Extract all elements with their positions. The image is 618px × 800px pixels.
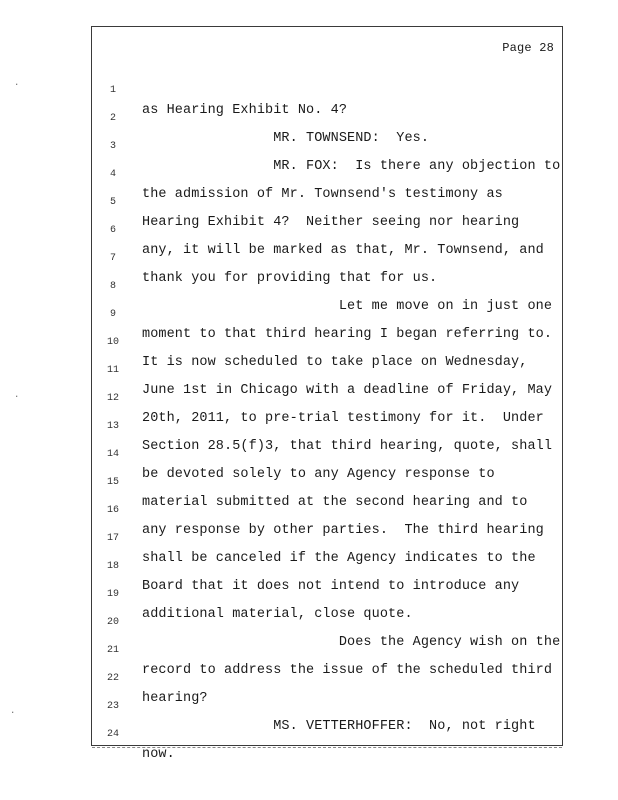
line-text: Section 28.5(f)3, that third hearing, quote, shall bbox=[142, 439, 553, 454]
line-text: thank you for providing that for us. bbox=[142, 271, 438, 286]
line-text: moment to that third hearing I began referring to. bbox=[142, 327, 553, 342]
line-number: 12 bbox=[106, 393, 119, 404]
line-text: Hearing Exhibit 4? Neither seeing nor hearing bbox=[142, 215, 520, 230]
line-text: the admission of Mr. Townsend's testimony as bbox=[142, 187, 503, 202]
line-number: 7 bbox=[109, 253, 116, 264]
line-text: shall be canceled if the Agency indicates to the bbox=[142, 551, 536, 566]
line-text: Does the Agency wish on the bbox=[142, 635, 561, 650]
page-bottom-rule bbox=[92, 747, 562, 748]
line-number: 18 bbox=[106, 561, 119, 572]
line-text: MR. FOX: Is there any objection to bbox=[142, 159, 561, 174]
line-number: 3 bbox=[109, 141, 116, 152]
line-number: 5 bbox=[109, 197, 116, 208]
line-number: 8 bbox=[109, 281, 116, 292]
line-number: 21 bbox=[106, 645, 119, 656]
line-number: 19 bbox=[106, 589, 119, 600]
line-number: 11 bbox=[106, 365, 119, 376]
line-number: 6 bbox=[109, 225, 116, 236]
line-number: 23 bbox=[106, 701, 119, 712]
line-text: be devoted solely to any Agency response to bbox=[142, 467, 495, 482]
transcript-line bbox=[92, 61, 562, 118]
scan-speck: · bbox=[14, 392, 20, 402]
line-number: 22 bbox=[106, 673, 119, 684]
line-text: any response by other parties. The third hearing bbox=[142, 523, 544, 538]
line-number: 20 bbox=[106, 617, 119, 628]
page-number: Page 28 bbox=[502, 41, 554, 55]
line-number: 14 bbox=[106, 449, 119, 460]
line-text: June 1st in Chicago with a deadline of Friday, May bbox=[142, 383, 553, 398]
line-text: MR. TOWNSEND: Yes. bbox=[142, 131, 430, 146]
line-text: Board that it does not intend to introduce any bbox=[142, 579, 520, 594]
line-text: now. bbox=[142, 747, 175, 762]
line-text: Let me move on in just one bbox=[142, 299, 553, 314]
line-text: any, it will be marked as that, Mr. Townsend, and bbox=[142, 243, 544, 258]
scan-speck: · bbox=[10, 708, 16, 718]
line-text: as Hearing Exhibit No. 4? bbox=[142, 103, 348, 118]
line-number: 13 bbox=[106, 421, 119, 432]
line-text: additional material, close quote. bbox=[142, 607, 413, 622]
line-text: hearing? bbox=[142, 691, 208, 706]
line-number: 1 bbox=[109, 85, 116, 96]
scan-speck: · bbox=[14, 80, 20, 90]
line-text: record to address the issue of the scheduled third bbox=[142, 663, 553, 678]
line-number: 10 bbox=[106, 337, 119, 348]
line-number: 16 bbox=[106, 505, 119, 516]
line-number: 4 bbox=[109, 169, 116, 180]
line-number: 9 bbox=[109, 309, 116, 320]
line-text: It is now scheduled to take place on Wednesday, bbox=[142, 355, 528, 370]
transcript-page bbox=[91, 26, 563, 762]
line-number: 17 bbox=[106, 533, 119, 544]
line-text: 20th, 2011, to pre-trial testimony for it. Under bbox=[142, 411, 544, 426]
line-number: 15 bbox=[106, 477, 119, 488]
line-text: MS. VETTERHOFFER: No, not right bbox=[142, 719, 536, 734]
line-number: 24 bbox=[106, 729, 119, 740]
line-text: material submitted at the second hearing and to bbox=[142, 495, 528, 510]
line-number: 2 bbox=[109, 113, 116, 124]
